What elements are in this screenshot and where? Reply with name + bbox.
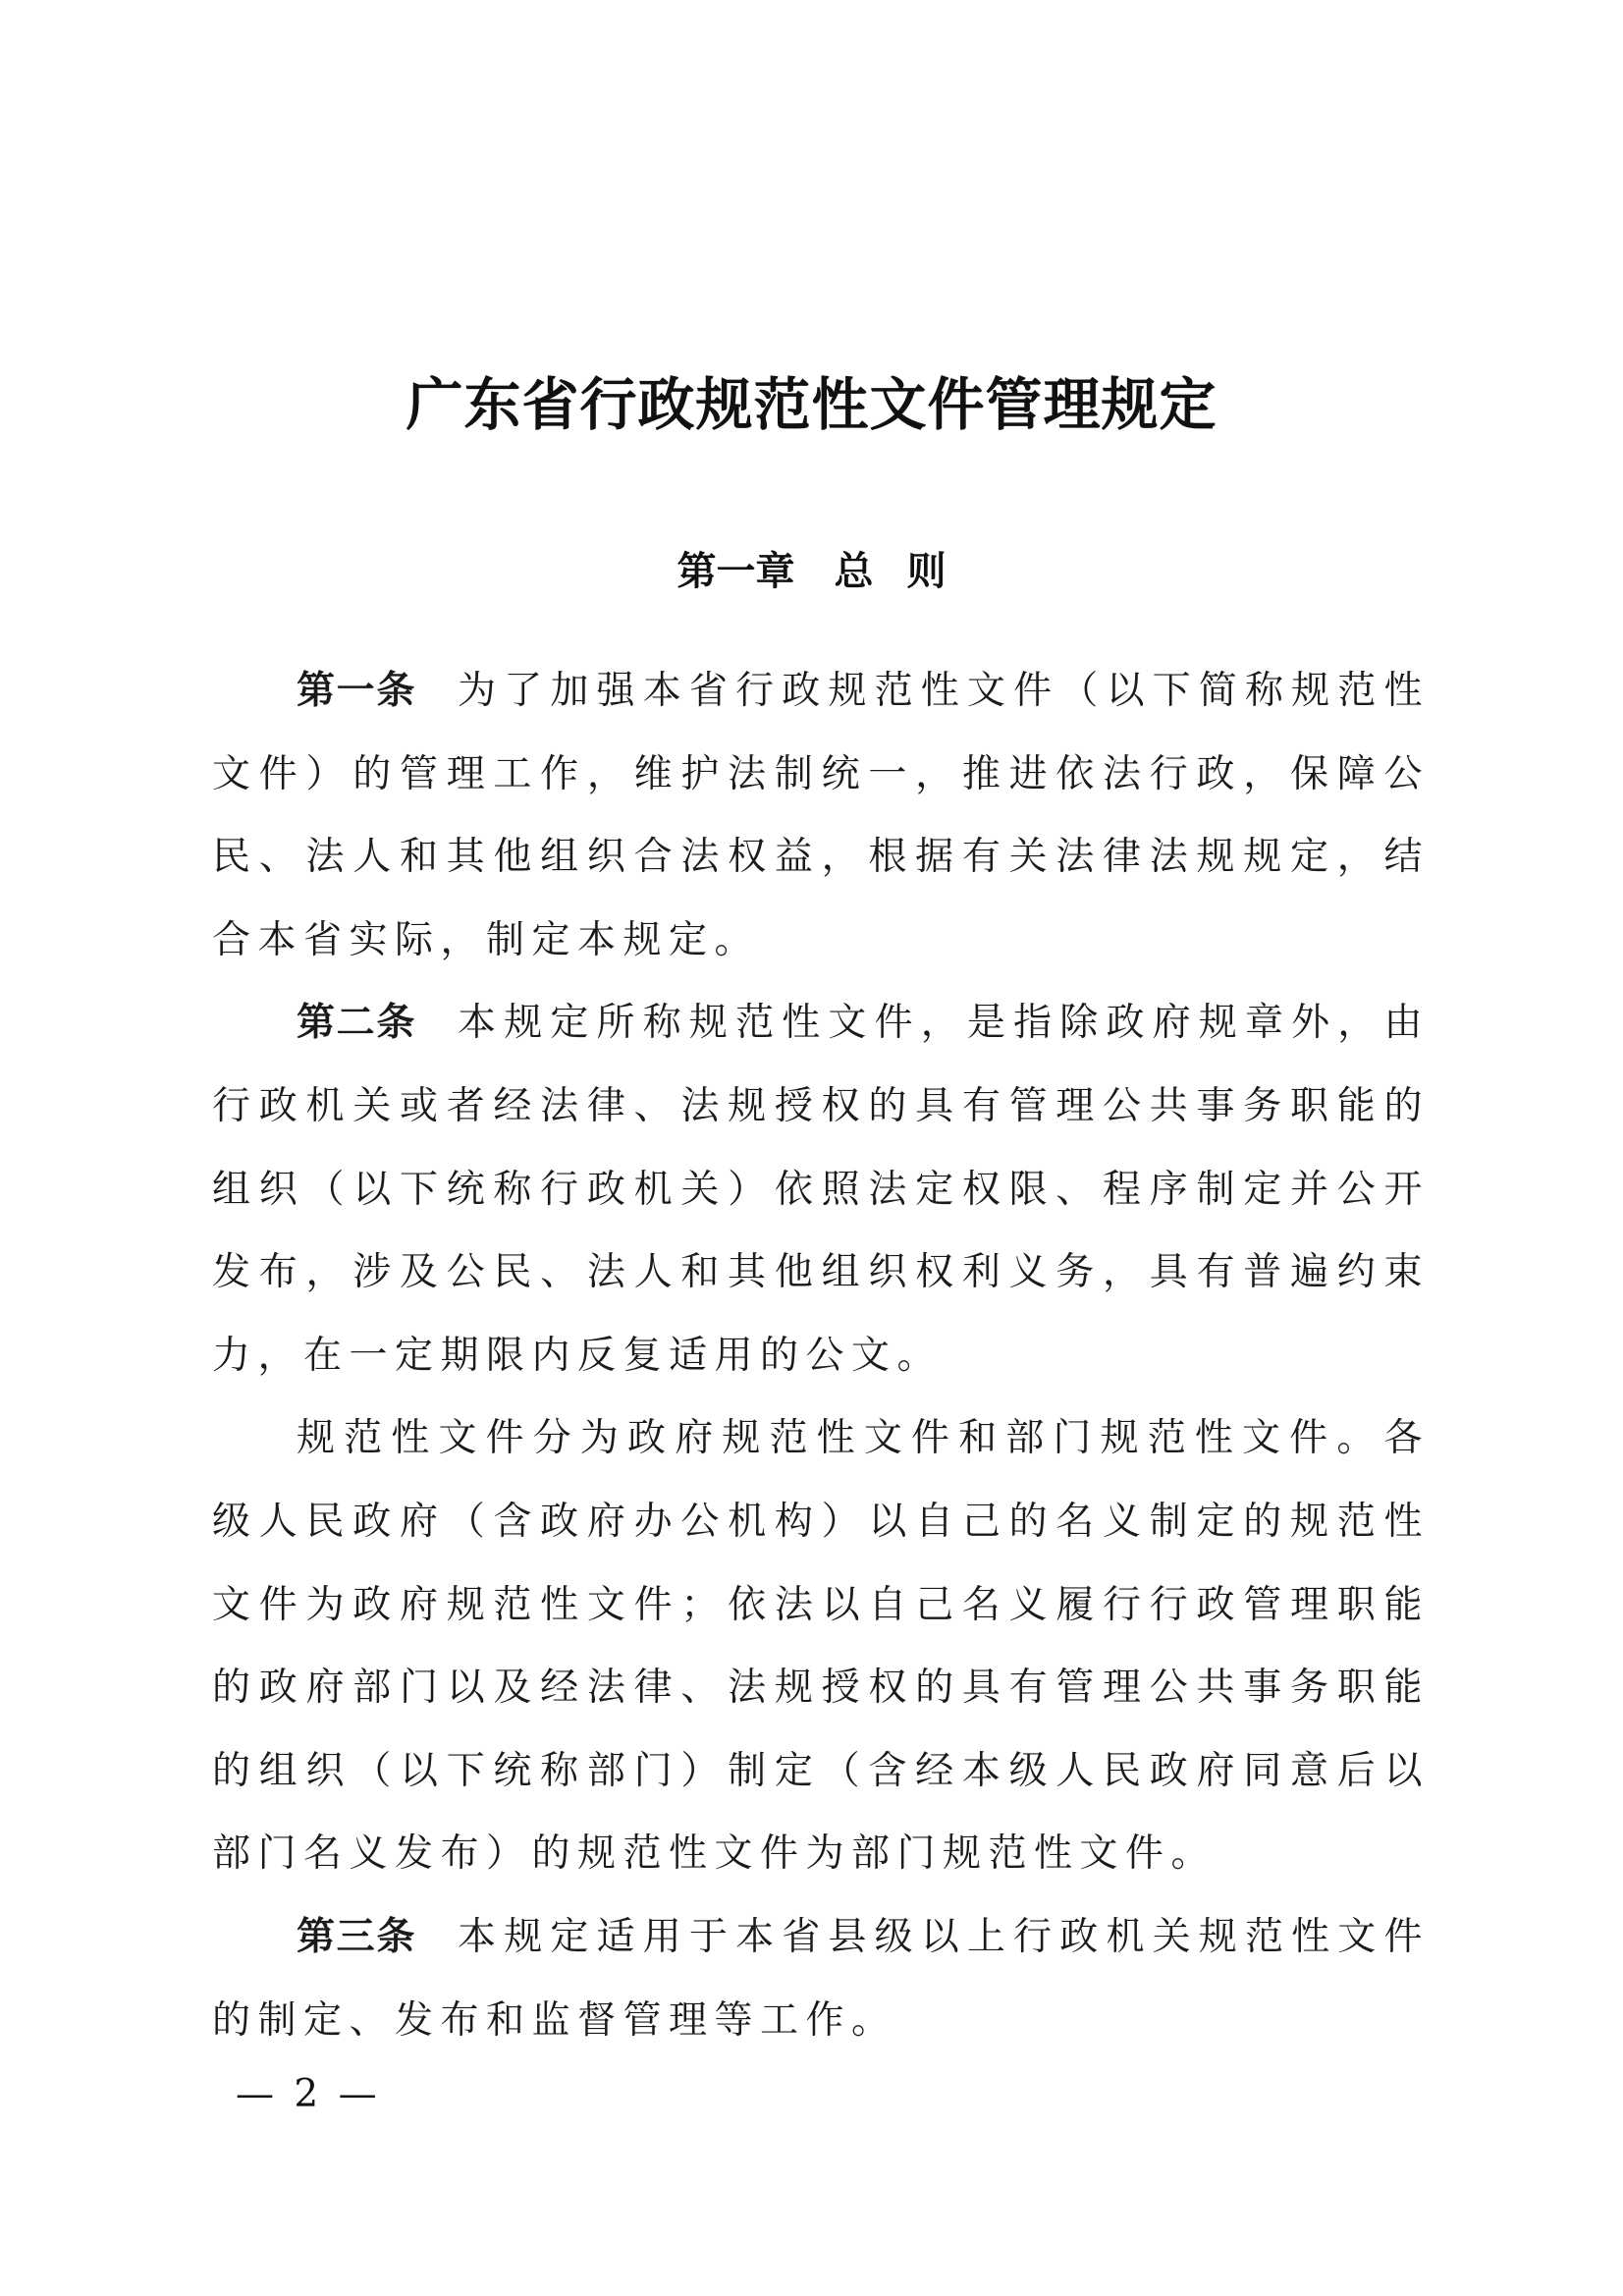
article-label: 第二条 [297,1001,417,1046]
article-text: 为了加强本省行政规范性文件（以下简称规范性文件）的管理工作，维护法制统一，推进依法行政，保障公民、法人和其他组织合法权益，根据有关法律法规规定，结合本省实际，制定本规定。 [212,669,1430,962]
article-2 [212,982,1430,1397]
article-label: 第三条 [297,1914,417,1959]
chapter-name-part-2: 则 [906,549,947,594]
article-1 [212,650,1430,982]
article-text: 本规定适用于本省县级以上行政机关规范性文件的制定、发布和监督管理等工作。 [212,1914,1430,2043]
article-label: 第一条 [297,669,417,713]
page-number: — 2 — [236,2072,381,2116]
article-text: 本规定所称规范性文件，是指除政府规章外，由行政机关或者经法律、法规授权的具有管理公共事务职能的组织（以下统称行政机关）依照法定权限、程序制定并公开发布，涉及公民、法人和其他组织权利义务，具有普遍约束力，在一定期限内反复适用的公文。 [212,1001,1430,1378]
document-title: 广东省行政规范性文件管理规定 [406,371,1217,438]
chapter-heading [0,540,1623,596]
chapter-name-part-1: 总 [834,549,874,594]
article-2-paragraph-2: 规范性文件分为政府规范性文件和部门规范性文件。各级人民政府（含政府办公机构）以自己的名义制定的规范性文件为政府规范性文件；依法以自己名义履行行政管理职能的政府部门以及经法律、法规授权的具有管理公共事务职能的组织（以下统称部门）制定（含经本级人民政府同意后以部门名义发布）的规范性文件为部门规范性文件。 [212,1416,1430,1877]
document-body [212,650,1430,2062]
article-3 [212,1896,1430,2062]
chapter-number: 第一章 [676,549,795,594]
